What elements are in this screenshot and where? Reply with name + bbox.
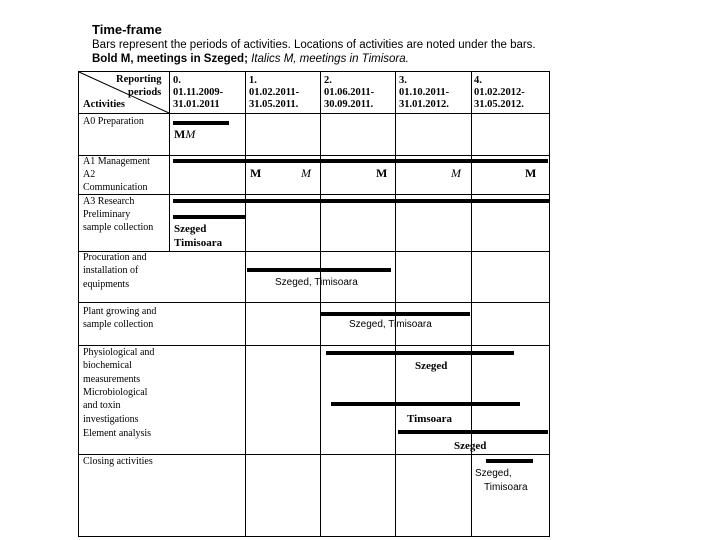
bar-closing [486,459,533,463]
activity-label-microbiological: Microbiological and toxin investigations [83,387,148,425]
bar-a0-preparation [173,121,229,125]
bar-procuration [247,268,391,272]
meeting-marker-2: M [301,166,311,180]
activity-label-a1: A1 Management [83,156,150,167]
legend-bold-note: Bold M, meetings in Szeged; [92,53,248,65]
activity-label-a2: A2 Communication [83,169,148,194]
activity-label-physiological: Physiological and biochemical measurements [83,347,155,385]
bar-plant-growing [320,312,470,316]
location-plant: Szeged, Timisoara [349,319,432,330]
bar-physiological [326,351,514,355]
activity-label-procuration: Procuration and installation of equipments [83,252,147,290]
bar-preliminary-sample [173,215,246,219]
location-closing: Szeged, Timisoara [475,468,528,493]
location-element: Szeged [454,440,487,452]
location-microbiological: Timsoara [407,413,453,425]
meeting-marker-a0: MM [174,127,196,141]
period-3-header: 3. 01.10.2011- 31.01.2012. [399,75,450,110]
period-0-header: 0. 01.11.2009- 31.01.2011 [173,75,224,110]
corner-reporting: Reporting [116,74,162,85]
bar-microbiological [331,402,520,406]
activity-label-plant: Plant growing and sample collection [83,306,157,331]
bar-a1-management [173,159,548,163]
activity-label-closing: Closing activities [83,456,153,467]
activity-label-a0: A0 Preparation [83,116,144,127]
meeting-marker-1: M [250,166,262,180]
meeting-marker-3: M [376,166,388,180]
meeting-marker-5: M [525,166,537,180]
bar-a3-research [173,199,549,203]
activity-label-preliminary: Preliminary sample collection [83,209,154,234]
activity-bars [173,121,549,463]
corner-activities: Activities [83,99,125,110]
period-2-header: 2. 01.06.2011- 30.09.2011. [324,75,375,110]
activity-label-element: Element analysis [83,428,152,439]
meeting-marker-4: M [451,166,461,180]
bar-element-analysis [398,430,548,434]
location-preliminary: Szeged Timisoara [174,223,223,249]
legend-italic-note: Italics M, meetings in Timisora. [251,53,409,65]
period-1-header: 1. 01.02.2011- 31.05.2011. [249,75,300,110]
period-4-header: 4. 01.02.2012- 31.05.2012. [474,75,525,110]
location-procuration: Szeged, Timisoara [275,277,358,288]
legend-line-1: Bars represent the periods of activities. Locations of activities are noted under the bars. [92,39,536,51]
page-title: Time-frame [92,22,162,37]
location-physiological: Szeged [415,360,448,372]
corner-periods: periods [128,87,162,98]
activity-label-a3: A3 Research [83,196,135,207]
